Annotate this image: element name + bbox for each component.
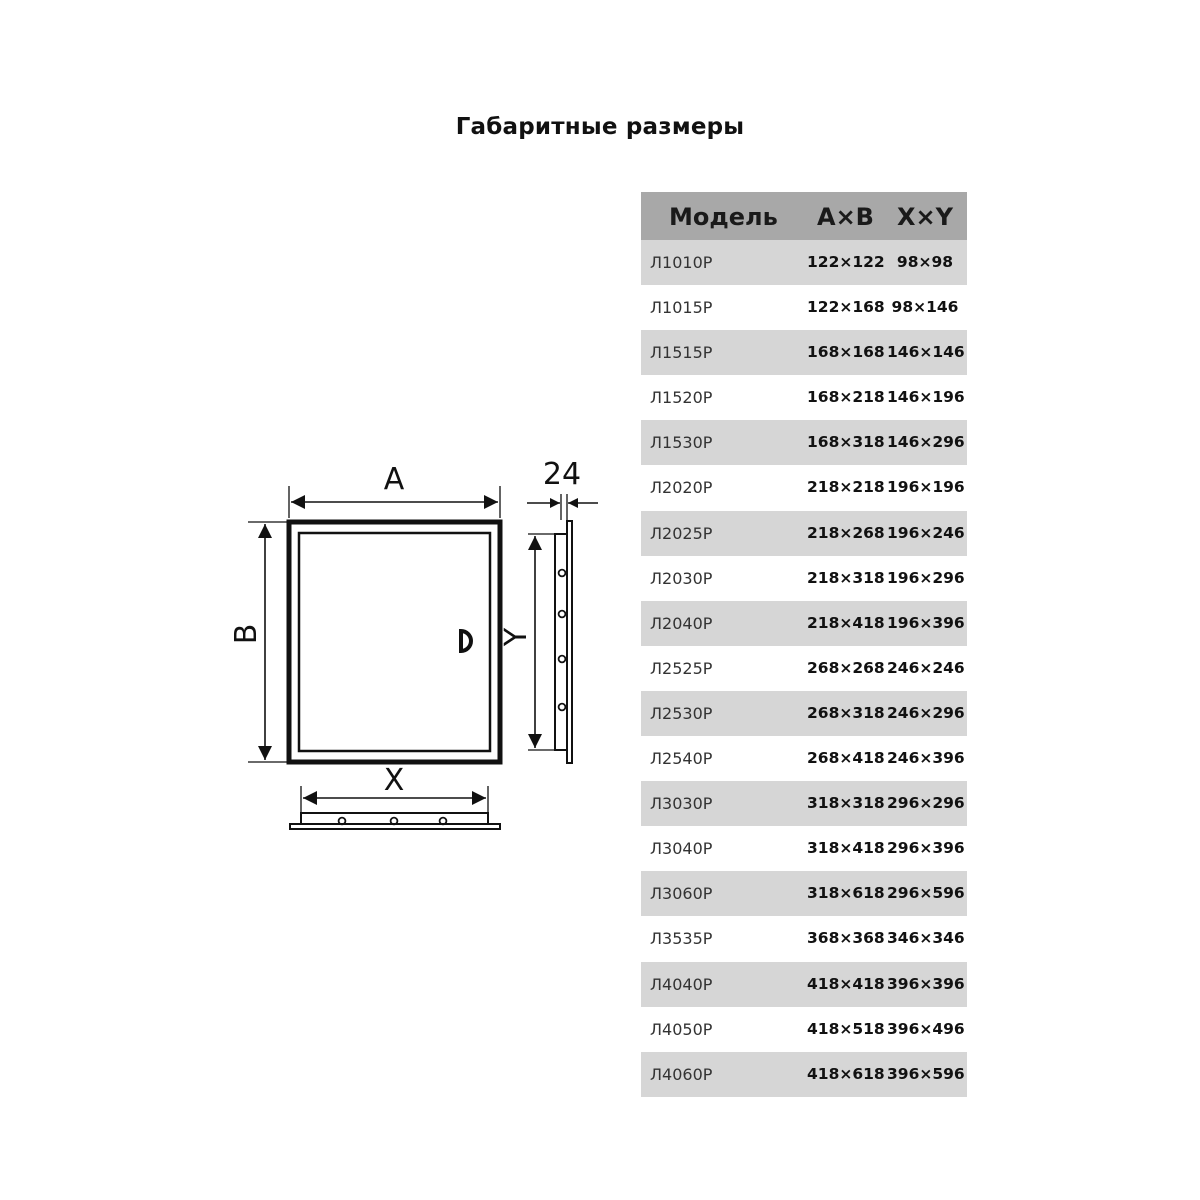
side-profile [555, 534, 567, 750]
cell-ab: 418×618 [807, 1064, 885, 1083]
cell-ab: 218×418 [807, 613, 885, 632]
front-view [289, 522, 500, 762]
cell-xy: 296×296 [887, 794, 965, 813]
cell-model: Л3060Р [650, 884, 713, 904]
cell-xy: 146×196 [887, 388, 965, 407]
cell-ab: 218×218 [807, 478, 885, 497]
cell-xy: 296×596 [887, 884, 965, 903]
cell-xy: 146×296 [887, 433, 965, 452]
cell-xy: 296×396 [887, 839, 965, 858]
cell-xy: 396×396 [887, 974, 965, 993]
cell-xy: 396×596 [887, 1064, 965, 1083]
table-row [641, 736, 967, 781]
cell-xy: 98×146 [891, 298, 959, 317]
table-row [641, 511, 967, 556]
cell-model: Л2040Р [650, 613, 713, 633]
table-row [641, 691, 967, 736]
side-view [555, 521, 572, 763]
cell-model: Л4040Р [650, 974, 713, 994]
dimensions-table [641, 192, 967, 1097]
cell-model: Л2525Р [650, 658, 713, 678]
cell-xy: 146×146 [887, 343, 965, 362]
cell-ab: 168×168 [807, 343, 885, 362]
table-row [641, 646, 967, 691]
cell-ab: 218×268 [807, 523, 885, 542]
cell-xy: 246×296 [887, 703, 965, 722]
cell-xy: 196×396 [887, 613, 965, 632]
table-row [641, 465, 967, 510]
cell-ab: 168×218 [807, 388, 885, 407]
cell-xy: 246×246 [887, 658, 965, 677]
hatch-dimension-drawing [0, 0, 640, 900]
cell-model: Л3535Р [650, 929, 713, 949]
cell-model: Л1530Р [650, 433, 713, 453]
cell-model: Л1010Р [650, 253, 713, 272]
header-ab: A×B [817, 203, 874, 231]
cell-model: Л2025Р [650, 523, 713, 543]
cell-ab: 318×418 [807, 839, 885, 858]
dimension-y-label: Y [499, 627, 534, 647]
cell-ab: 218×318 [807, 568, 885, 587]
header-xy: X×Y [897, 203, 953, 231]
cell-xy: 346×346 [887, 929, 965, 948]
page-title: Габаритные размеры [455, 114, 745, 140]
outer-frame [289, 522, 500, 762]
table-row [641, 916, 967, 961]
cell-ab: 268×268 [807, 658, 885, 677]
cell-model: Л1015Р [650, 298, 713, 318]
cell-model: Л1515Р [650, 343, 713, 363]
cell-model: Л2030Р [650, 568, 713, 588]
header-model: Модель [669, 203, 778, 231]
cell-ab: 318×618 [807, 884, 885, 903]
cell-ab: 122×122 [807, 253, 885, 271]
cell-model: Л3030Р [650, 794, 713, 814]
mounting-hole [559, 704, 566, 711]
table-body [641, 240, 967, 1097]
cell-ab: 418×418 [807, 974, 885, 993]
table-header [641, 192, 967, 240]
dimension-a-label: A [383, 462, 405, 497]
cell-xy: 196×296 [887, 568, 965, 587]
dimension-x-label: X [383, 763, 405, 798]
dimension-b-label: B [229, 623, 264, 645]
table-row [641, 285, 967, 330]
table-row [641, 420, 967, 465]
table-row [641, 375, 967, 420]
cell-model: Л4050Р [650, 1019, 713, 1039]
table-row [641, 781, 967, 826]
bottom-view [290, 813, 500, 829]
table-row [641, 330, 967, 375]
cell-ab: 318×318 [807, 794, 885, 813]
table-row [641, 871, 967, 916]
door-handle-icon [461, 631, 471, 651]
cell-xy: 196×196 [887, 478, 965, 497]
cell-ab: 168×318 [807, 433, 885, 452]
cell-model: Л4060Р [650, 1064, 713, 1084]
mounting-hole [559, 656, 566, 663]
table-row [641, 826, 967, 871]
cell-ab: 368×368 [807, 929, 885, 948]
cell-model: Л2530Р [650, 703, 713, 723]
table-row [641, 1052, 967, 1097]
cell-model: Л2540Р [650, 749, 713, 769]
table-row [641, 962, 967, 1007]
cell-ab: 418×518 [807, 1019, 885, 1038]
cell-xy: 246×396 [887, 749, 965, 768]
cell-model: Л3040Р [650, 839, 713, 859]
dimension-depth-label: 24 [542, 457, 582, 492]
table-row [641, 556, 967, 601]
cell-ab: 268×318 [807, 703, 885, 722]
extension-lines [248, 486, 567, 820]
cell-ab: 268×418 [807, 749, 885, 768]
cell-model: Л1520Р [650, 388, 713, 408]
table-row [641, 1007, 967, 1052]
table-row [641, 601, 967, 646]
cell-xy: 98×98 [896, 253, 954, 271]
table-row [641, 240, 967, 285]
cell-ab: 122×168 [807, 298, 885, 317]
cell-model: Л2020Р [650, 478, 713, 498]
cell-xy: 396×496 [887, 1019, 965, 1038]
mounting-hole [559, 611, 566, 618]
mounting-hole [559, 570, 566, 577]
cell-xy: 196×246 [887, 523, 965, 542]
